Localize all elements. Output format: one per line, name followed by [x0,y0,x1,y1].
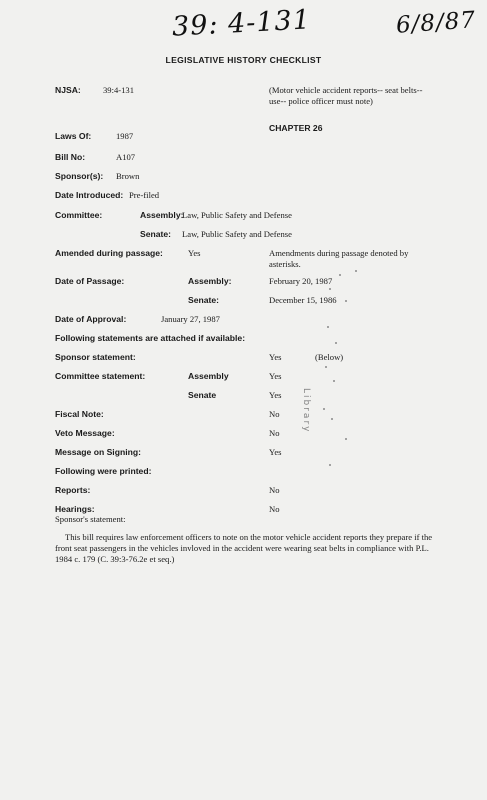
following-attached-heading: Following statements are attached if available: [55,333,246,343]
laws-of-value: 1987 [116,131,134,141]
passage-senate-value: December 15, 1986 [269,295,337,305]
date-introduced-label: Date Introduced: [55,190,124,200]
committee-statement-assembly-value: Yes [269,371,282,381]
following-printed-heading: Following were printed: [55,466,152,476]
handwritten-bill-ref: 39: 4-131 [171,4,312,43]
committee-assembly-value: Law, Public Safety and Defense [182,210,292,220]
passage-assembly-value: February 20, 1987 [269,276,333,286]
date-introduced-value: Pre-filed [129,190,160,200]
hearings-label: Hearings: [55,504,95,514]
committee-assembly-label: Assembly: [140,210,184,220]
passage-assembly-label: Assembly: [188,276,232,286]
chapter: CHAPTER 26 [269,123,323,133]
veto-message-label: Veto Message: [55,428,115,438]
committee-statement-senate-value: Yes [269,390,282,400]
bill-no-label: Bill No: [55,152,86,162]
veto-message-value: No [269,428,280,438]
njsa-label: NJSA: [55,85,81,95]
sponsors-value: Brown [116,171,140,181]
njsa-subject: (Motor vehicle accident reports-- seat belts-- use-- police officer must note) [269,85,423,106]
committee-statement-label: Committee statement: [55,371,146,381]
reports-label: Reports: [55,485,91,495]
message-on-signing-label: Message on Signing: [55,447,141,457]
page-title: LEGISLATIVE HISTORY CHECKLIST [165,55,322,65]
committee-statement-assembly-label: Assembly [188,371,229,381]
hearings-value: No [269,504,280,514]
fiscal-note-value: No [269,409,280,419]
njsa-value: 39:4-131 [103,85,135,95]
laws-of-label: Laws Of: [55,131,92,141]
committee-statement-senate-label: Senate [188,390,217,400]
committee-label: Committee: [55,210,103,220]
amended-label: Amended during passage: [55,248,163,258]
sponsors-label: Sponsor(s): [55,171,104,181]
date-of-passage-label: Date of Passage: [55,276,125,286]
date-of-approval-value: January 27, 1987 [161,314,220,324]
sponsor-statement-note: (Below) [315,352,344,362]
bill-no-value: A107 [116,152,136,162]
message-on-signing-value: Yes [269,447,282,457]
stamp-text: Library [301,388,311,434]
committee-senate-value: Law, Public Safety and Defense [182,229,292,239]
sponsor-statement-heading: Sponsor's statement: [55,514,126,524]
fiscal-note-label: Fiscal Note: [55,409,104,419]
bill-summary: This bill requires law enforcement officers to note on the motor vehicle accident reports they prepare if the front seat passengers in the vehicles invloved in the accident were wearing seat belts in compliance with P.L. 1984 c. 179 (C. 39:3-76.2e et seq.) [55,532,433,564]
amended-note: Amendments during passage denoted by asterisks. [269,248,409,269]
handwritten-date: 6/8/87 [395,7,477,39]
passage-senate-label: Senate: [188,295,220,305]
reports-value: No [269,485,280,495]
amended-value: Yes [188,248,201,258]
sponsor-statement-label: Sponsor statement: [55,352,136,362]
date-of-approval-label: Date of Approval: [55,314,127,324]
committee-senate-label: Senate: [140,229,172,239]
sponsor-statement-value: Yes [269,352,282,362]
